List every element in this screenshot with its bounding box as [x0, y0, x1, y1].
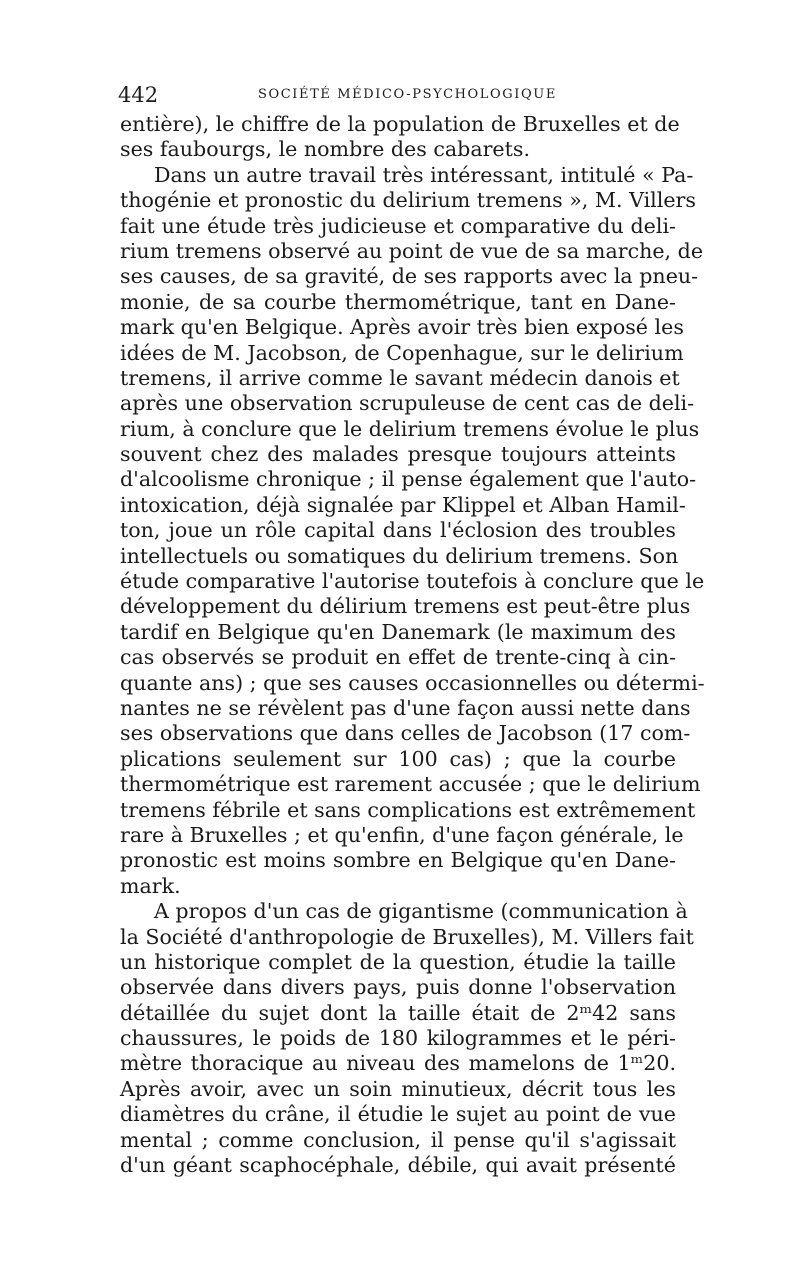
- text-line: monie, de sa courbe thermométrique, tant en Dane-: [120, 289, 676, 314]
- text-line: développement du délirium tremens est peut-être plus: [120, 594, 691, 619]
- text-line: pronostic est moins sombre en Belgique qu'en Dane-: [120, 848, 676, 873]
- text-line: ses causes, de sa gravité, de ses rapports avec la pneu-: [120, 264, 699, 289]
- text-line: étude comparative l'autorise toutefois à conclure que le: [120, 569, 705, 594]
- running-head: [118, 80, 678, 110]
- text-line: souvent chez des malades presque toujours atteints: [120, 442, 676, 467]
- journal-title: SOCIÉTÉ MÉDICO-PSYCHOLOGIQUE: [258, 87, 557, 102]
- text-line: ses observations que dans celles de Jacobson (17 com-: [120, 721, 691, 746]
- text-line: intellectuels ou somatiques du delirium tremens. Son: [120, 543, 679, 568]
- text-line: d'un géant scaphocéphale, débile, qui avait présenté: [120, 1153, 676, 1178]
- text-line: entière), le chiffre de la population de Bruxelles et de: [120, 112, 680, 136]
- text-line: tremens, il arrive comme le savant médecin danois et: [120, 365, 680, 390]
- text-line: mark qu'en Belgique. Après avoir très bien exposé les: [120, 315, 684, 340]
- text-line: rium, à conclure que le delirium tremens évolue le plus: [120, 416, 700, 441]
- text-line: Après avoir, avec un soin minutieux, décrit tous les: [120, 1076, 676, 1101]
- text-line: idées de M. Jacobson, de Copenhague, sur le delirium: [120, 340, 684, 365]
- text-line: A propos d'un cas de gigantisme (communication à: [154, 899, 688, 924]
- text-line: après une observation scrupuleuse de cent cas de deli-: [120, 391, 695, 416]
- text-line: d'alcoolisme chronique ; il pense également que l'auto-: [120, 467, 697, 492]
- text-line: tremens fébrile et sans complications est extrêmement: [120, 797, 696, 822]
- text-line: tardif en Belgique qu'en Danemark (le maximum des: [120, 619, 676, 644]
- text-line: plications seulement sur 100 cas) ; que la courbe: [120, 746, 676, 771]
- text-line: observée dans divers pays, puis donne l'observation: [120, 975, 676, 1000]
- text-line: fait une étude très judicieuse et comparative du deli-: [120, 213, 676, 238]
- text-line: rium tremens observé au point de vue de sa marche, de: [120, 238, 704, 263]
- text-line: mètre thoracique au niveau des mamelons de 1ᵐ20.: [120, 1051, 676, 1076]
- text-line: diamètres du crâne, il étudie le sujet au point de vue: [120, 1102, 676, 1127]
- text-line: cas observés se produit en effet de trente-cinq à cin-: [120, 645, 676, 670]
- body-text: [120, 112, 705, 1178]
- text-line: un historique complet de la question, étudie la taille: [120, 949, 676, 974]
- text-line: ton, joue un rôle capital dans l'éclosion des troubles: [120, 518, 676, 543]
- text-line: Dans un autre travail très intéressant, intitulé « Pa-: [154, 162, 694, 187]
- text-line: nantes ne se révèlent pas d'une façon aussi nette dans: [120, 695, 691, 720]
- text-line: thogénie et pronostic du delirium tremens », M. Villers: [120, 188, 696, 213]
- text-line: rare à Bruxelles ; et qu'enfin, d'une façon générale, le: [120, 822, 684, 847]
- text-line: la Société d'anthropologie de Bruxelles), M. Villers fait: [120, 924, 694, 949]
- text-line: mental ; comme conclusion, il pense qu'il s'agissait: [120, 1127, 676, 1152]
- text-line: ses faubourgs, le nombre des cabarets.: [120, 137, 531, 162]
- text-line: détaillée du sujet dont la taille était de 2ᵐ42 sans: [120, 1000, 676, 1025]
- text-line: chaussures, le poids de 180 kilogrammes et le péri-: [120, 1026, 676, 1051]
- text-line: mark.: [120, 873, 181, 898]
- text-line: intoxication, déjà signalée par Klippel et Alban Hamil-: [120, 492, 686, 517]
- page-number: 442: [118, 83, 159, 107]
- text-line: thermométrique est rarement accusée ; que le delirium: [120, 772, 701, 797]
- text-line: quante ans) ; que ses causes occasionnelles ou détermi-: [120, 670, 705, 695]
